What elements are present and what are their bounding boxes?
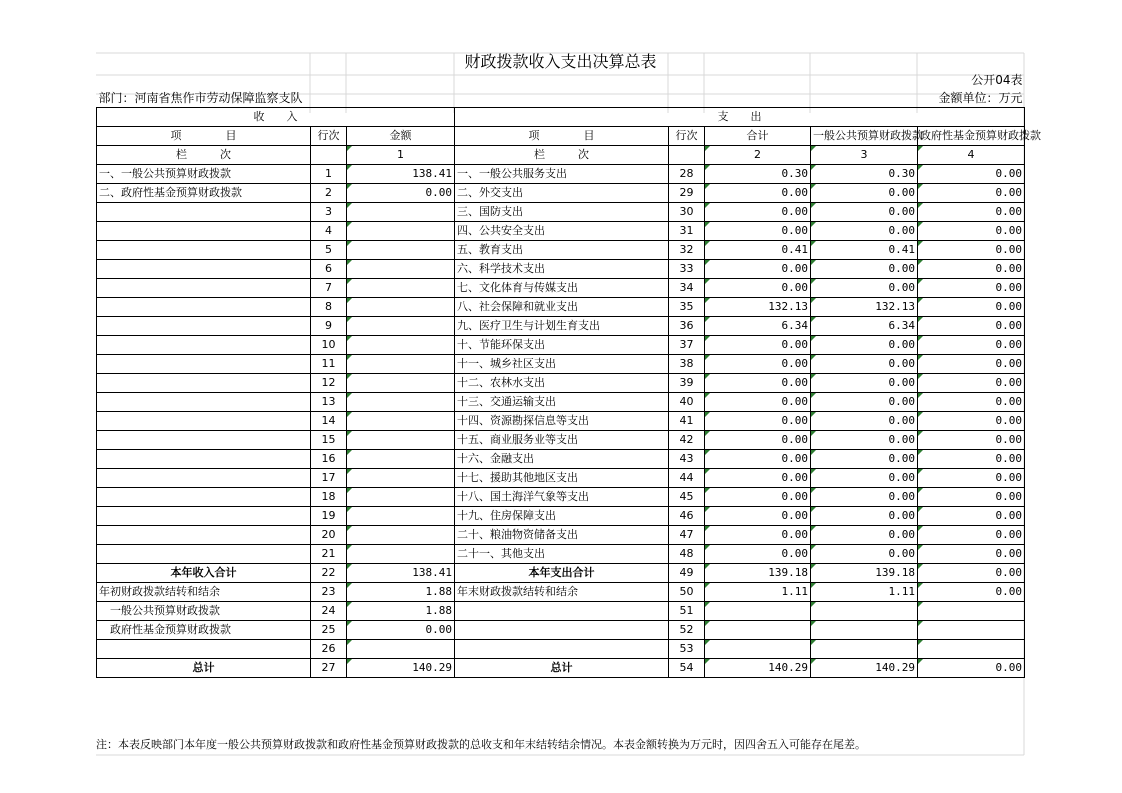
expense-fund-budget: 0.00 [918,393,1025,412]
income-amount [347,222,455,241]
income-item [97,374,311,393]
expense-fund-budget: 0.00 [918,355,1025,374]
column-index-label-expense: 栏 次 [455,146,669,165]
expense-total: 0.00 [705,260,811,279]
income-row-no: 14 [311,412,347,431]
income-item: 一、一般公共预算财政拨款 [97,165,311,184]
table-row [97,279,1025,298]
expense-total: 0.00 [705,393,811,412]
table-row [97,374,1025,393]
income-row-no: 16 [311,450,347,469]
expense-item [455,621,669,640]
expense-general-budget: 0.00 [811,279,918,298]
expense-row-no: 37 [669,336,705,355]
income-row-no: 13 [311,393,347,412]
expense-general-budget: 0.00 [811,184,918,203]
expense-general-budget: 0.00 [811,260,918,279]
expense-general-budget: 0.00 [811,203,918,222]
income-row-no: 27 [311,659,347,678]
expense-fund-budget: 0.00 [918,260,1025,279]
expense-item: 九、医疗卫生与计划生育支出 [455,317,669,336]
income-item [97,336,311,355]
table-row [97,659,1025,678]
expense-total: 0.00 [705,488,811,507]
expense-row-no: 47 [669,526,705,545]
income-amount: 1.88 [347,583,455,602]
expense-row-no: 49 [669,564,705,583]
expense-item: 七、文化体育与传媒支出 [455,279,669,298]
income-row-no: 12 [311,374,347,393]
expense-total: 0.00 [705,355,811,374]
expense-general-budget: 0.30 [811,165,918,184]
expense-total: 0.41 [705,241,811,260]
expense-item [455,602,669,621]
income-row-no: 10 [311,336,347,355]
expense-general-budget [811,640,918,659]
expense-row-no: 29 [669,184,705,203]
income-amount: 0.00 [347,184,455,203]
header-total: 合计 [705,127,811,146]
expense-fund-budget: 0.00 [918,241,1025,260]
income-amount [347,317,455,336]
income-item [97,450,311,469]
expense-total [705,602,811,621]
income-row-no: 8 [311,298,347,317]
table-row [97,583,1025,602]
table-row [97,469,1025,488]
expense-general-budget: 0.00 [811,336,918,355]
income-amount: 140.29 [347,659,455,678]
expense-general-budget: 0.00 [811,526,918,545]
income-amount: 138.41 [347,165,455,184]
expense-fund-budget: 0.00 [918,336,1025,355]
expense-fund-budget: 0.00 [918,317,1025,336]
expense-total: 0.00 [705,203,811,222]
header-fund-budget: 政府性基金预算财政拨款 [918,127,1025,146]
expense-total: 0.00 [705,336,811,355]
column-index-label-income: 栏 次 [97,146,311,165]
income-item [97,412,311,431]
expense-general-budget: 1.11 [811,583,918,602]
expense-fund-budget [918,602,1025,621]
expense-row-no: 36 [669,317,705,336]
expense-row-no: 39 [669,374,705,393]
income-row-no: 15 [311,431,347,450]
income-amount [347,545,455,564]
expense-fund-budget: 0.00 [918,184,1025,203]
income-item [97,241,311,260]
footnote: 注：本表反映部门本年度一般公共预算财政拨款和政府性基金预算财政拨款的总收支和年末结转结余情况。本表金额转换为万元时，因四舍五入可能存在尾差。 [96,738,866,751]
section-income-header: 收 入 [97,108,455,127]
expense-fund-budget: 0.00 [918,526,1025,545]
expense-row-no: 35 [669,298,705,317]
expense-row-no: 53 [669,640,705,659]
expense-row-no: 50 [669,583,705,602]
income-item [97,545,311,564]
income-amount: 138.41 [347,564,455,583]
income-amount: 1.88 [347,602,455,621]
expense-fund-budget: 0.00 [918,469,1025,488]
expense-fund-budget: 0.00 [918,298,1025,317]
expense-total [705,640,811,659]
income-amount [347,298,455,317]
expense-general-budget: 140.29 [811,659,918,678]
page-title: 财政拨款收入支出决算总表 [464,52,657,71]
table-row [97,507,1025,526]
table-row [97,203,1025,222]
income-item: 政府性基金预算财政拨款 [97,621,311,640]
expense-general-budget: 0.00 [811,545,918,564]
header-amount: 金额 [347,127,455,146]
expense-general-budget [811,621,918,640]
income-row-no: 6 [311,260,347,279]
expense-item: 十三、交通运输支出 [455,393,669,412]
expense-row-no: 42 [669,431,705,450]
table-row [97,184,1025,203]
expense-fund-budget: 0.00 [918,583,1025,602]
table-row [97,431,1025,450]
table-row [97,298,1025,317]
header-item-income: 项 目 [97,127,311,146]
column-index-4: 4 [918,146,1025,165]
income-row-no: 9 [311,317,347,336]
expense-item: 五、教育支出 [455,241,669,260]
income-item [97,640,311,659]
income-amount [347,393,455,412]
expense-general-budget: 0.00 [811,222,918,241]
income-row-no: 22 [311,564,347,583]
income-row-no: 18 [311,488,347,507]
expense-total: 0.00 [705,184,811,203]
expense-fund-budget: 0.00 [918,507,1025,526]
table-row [97,602,1025,621]
expense-row-no: 40 [669,393,705,412]
table-row [97,488,1025,507]
expense-row-no: 31 [669,222,705,241]
income-amount [347,355,455,374]
expense-item: 二、外交支出 [455,184,669,203]
expense-total: 140.29 [705,659,811,678]
table-row [97,393,1025,412]
expense-total: 1.11 [705,583,811,602]
expense-general-budget: 0.00 [811,507,918,526]
section-expense-header: 支 出 [455,108,1025,127]
expense-item: 一、一般公共服务支出 [455,165,669,184]
table-row [97,355,1025,374]
expense-row-no: 38 [669,355,705,374]
expense-fund-budget: 0.00 [918,659,1025,678]
expense-item: 总计 [455,659,669,678]
expense-item: 十一、城乡社区支出 [455,355,669,374]
expense-general-budget: 0.41 [811,241,918,260]
expense-item: 十九、住房保障支出 [455,507,669,526]
expense-item: 十六、金融支出 [455,450,669,469]
department-label: 部门：河南省焦作市劳动保障监察支队 [98,91,303,105]
expense-fund-budget [918,640,1025,659]
income-row-no: 11 [311,355,347,374]
income-row-no: 7 [311,279,347,298]
expense-item: 三、国防支出 [455,203,669,222]
income-amount [347,374,455,393]
expense-total: 0.00 [705,279,811,298]
income-item [97,260,311,279]
unit-label: 金额单位：万元 [938,91,1023,105]
expense-row-no: 51 [669,602,705,621]
expense-fund-budget: 0.00 [918,203,1025,222]
expense-general-budget: 0.00 [811,488,918,507]
table-row [97,526,1025,545]
income-item [97,222,311,241]
table-row [97,336,1025,355]
expense-item: 十七、援助其他地区支出 [455,469,669,488]
expense-fund-budget: 0.00 [918,279,1025,298]
expense-general-budget [811,602,918,621]
expense-row-no: 46 [669,507,705,526]
income-item [97,355,311,374]
table-row [97,222,1025,241]
expense-total: 139.18 [705,564,811,583]
expense-general-budget: 132.13 [811,298,918,317]
expense-fund-budget: 0.00 [918,374,1025,393]
table-row [97,260,1025,279]
income-amount [347,336,455,355]
income-item: 二、政府性基金预算财政拨款 [97,184,311,203]
expense-fund-budget: 0.00 [918,165,1025,184]
expense-general-budget: 0.00 [811,450,918,469]
expense-total: 0.00 [705,450,811,469]
expense-row-no: 30 [669,203,705,222]
expense-general-budget: 0.00 [811,469,918,488]
expense-item: 本年支出合计 [455,564,669,583]
income-row-no: 3 [311,203,347,222]
expense-fund-budget: 0.00 [918,450,1025,469]
expense-item: 二十一、其他支出 [455,545,669,564]
column-index-2: 2 [705,146,811,165]
expense-total: 0.00 [705,412,811,431]
income-amount [347,488,455,507]
expense-item: 十五、商业服务业等支出 [455,431,669,450]
table-row [97,450,1025,469]
expense-row-no: 34 [669,279,705,298]
expense-row-no: 33 [669,260,705,279]
income-row-no: 26 [311,640,347,659]
income-item [97,431,311,450]
income-row-no: 19 [311,507,347,526]
expense-fund-budget: 0.00 [918,222,1025,241]
expense-row-no: 41 [669,412,705,431]
income-item [97,469,311,488]
expense-row-no: 52 [669,621,705,640]
expense-general-budget: 0.00 [811,412,918,431]
table-row [97,412,1025,431]
expense-fund-budget: 0.00 [918,564,1025,583]
expense-total: 0.00 [705,374,811,393]
header-row-no-expense: 行次 [669,127,705,146]
income-row-no: 1 [311,165,347,184]
income-item [97,203,311,222]
table-row [97,545,1025,564]
expense-fund-budget: 0.00 [918,431,1025,450]
expense-item [455,640,669,659]
expense-total: 0.30 [705,165,811,184]
expense-row-no: 28 [669,165,705,184]
expense-general-budget: 0.00 [811,431,918,450]
income-row-no: 4 [311,222,347,241]
income-row-no: 5 [311,241,347,260]
expense-fund-budget: 0.00 [918,488,1025,507]
table-row [97,621,1025,640]
expense-row-no: 45 [669,488,705,507]
income-amount [347,241,455,260]
income-amount [347,507,455,526]
income-amount [347,526,455,545]
expense-fund-budget [918,621,1025,640]
expense-total: 0.00 [705,469,811,488]
expense-general-budget: 0.00 [811,355,918,374]
expense-item: 年末财政拨款结转和结余 [455,583,669,602]
income-row-no: 2 [311,184,347,203]
expense-total: 0.00 [705,222,811,241]
income-amount [347,640,455,659]
income-item [97,507,311,526]
expense-item: 十八、国土海洋气象等支出 [455,488,669,507]
expense-fund-budget: 0.00 [918,412,1025,431]
table-row [97,640,1025,659]
income-item: 本年收入合计 [97,564,311,583]
income-item: 年初财政拨款结转和结余 [97,583,311,602]
income-amount: 0.00 [347,621,455,640]
table-row [97,165,1025,184]
expense-general-budget: 6.34 [811,317,918,336]
expense-item: 十四、资源勘探信息等支出 [455,412,669,431]
column-index-1: 1 [347,146,455,165]
expense-item: 十二、农林水支出 [455,374,669,393]
income-row-no: 17 [311,469,347,488]
fiscal-appropriation-summary-table [96,52,1041,678]
income-row-no: 24 [311,602,347,621]
income-row-no: 20 [311,526,347,545]
expense-item: 八、社会保障和就业支出 [455,298,669,317]
header-general-budget: 一般公共预算财政拨款 [811,127,918,146]
expense-row-no: 54 [669,659,705,678]
expense-total: 0.00 [705,507,811,526]
expense-general-budget: 139.18 [811,564,918,583]
income-item [97,298,311,317]
expense-total: 0.00 [705,431,811,450]
table-row [97,317,1025,336]
expense-fund-budget: 0.00 [918,545,1025,564]
income-item: 总计 [97,659,311,678]
income-amount [347,260,455,279]
expense-item: 六、科学技术支出 [455,260,669,279]
income-item [97,393,311,412]
expense-general-budget: 0.00 [811,374,918,393]
income-amount [347,412,455,431]
expense-row-no: 48 [669,545,705,564]
header-item-expense: 项 目 [455,127,669,146]
expense-item: 十、节能环保支出 [455,336,669,355]
form-code: 公开04表 [971,73,1023,87]
income-row-no: 25 [311,621,347,640]
income-amount [347,431,455,450]
income-item [97,526,311,545]
income-item: 一般公共预算财政拨款 [97,602,311,621]
column-index-3: 3 [811,146,918,165]
expense-total: 0.00 [705,526,811,545]
income-amount [347,469,455,488]
table-row [97,241,1025,260]
income-row-no: 23 [311,583,347,602]
expense-item: 四、公共安全支出 [455,222,669,241]
expense-row-no: 43 [669,450,705,469]
income-item [97,488,311,507]
expense-item: 二十、粮油物资储备支出 [455,526,669,545]
expense-general-budget: 0.00 [811,393,918,412]
income-amount [347,279,455,298]
income-item [97,279,311,298]
expense-total: 6.34 [705,317,811,336]
income-amount [347,203,455,222]
income-amount [347,450,455,469]
expense-total [705,621,811,640]
expense-total: 0.00 [705,545,811,564]
header-row-no-income: 行次 [311,127,347,146]
expense-row-no: 44 [669,469,705,488]
table-row [97,564,1025,583]
expense-row-no: 32 [669,241,705,260]
income-row-no: 21 [311,545,347,564]
income-item [97,317,311,336]
expense-total: 132.13 [705,298,811,317]
